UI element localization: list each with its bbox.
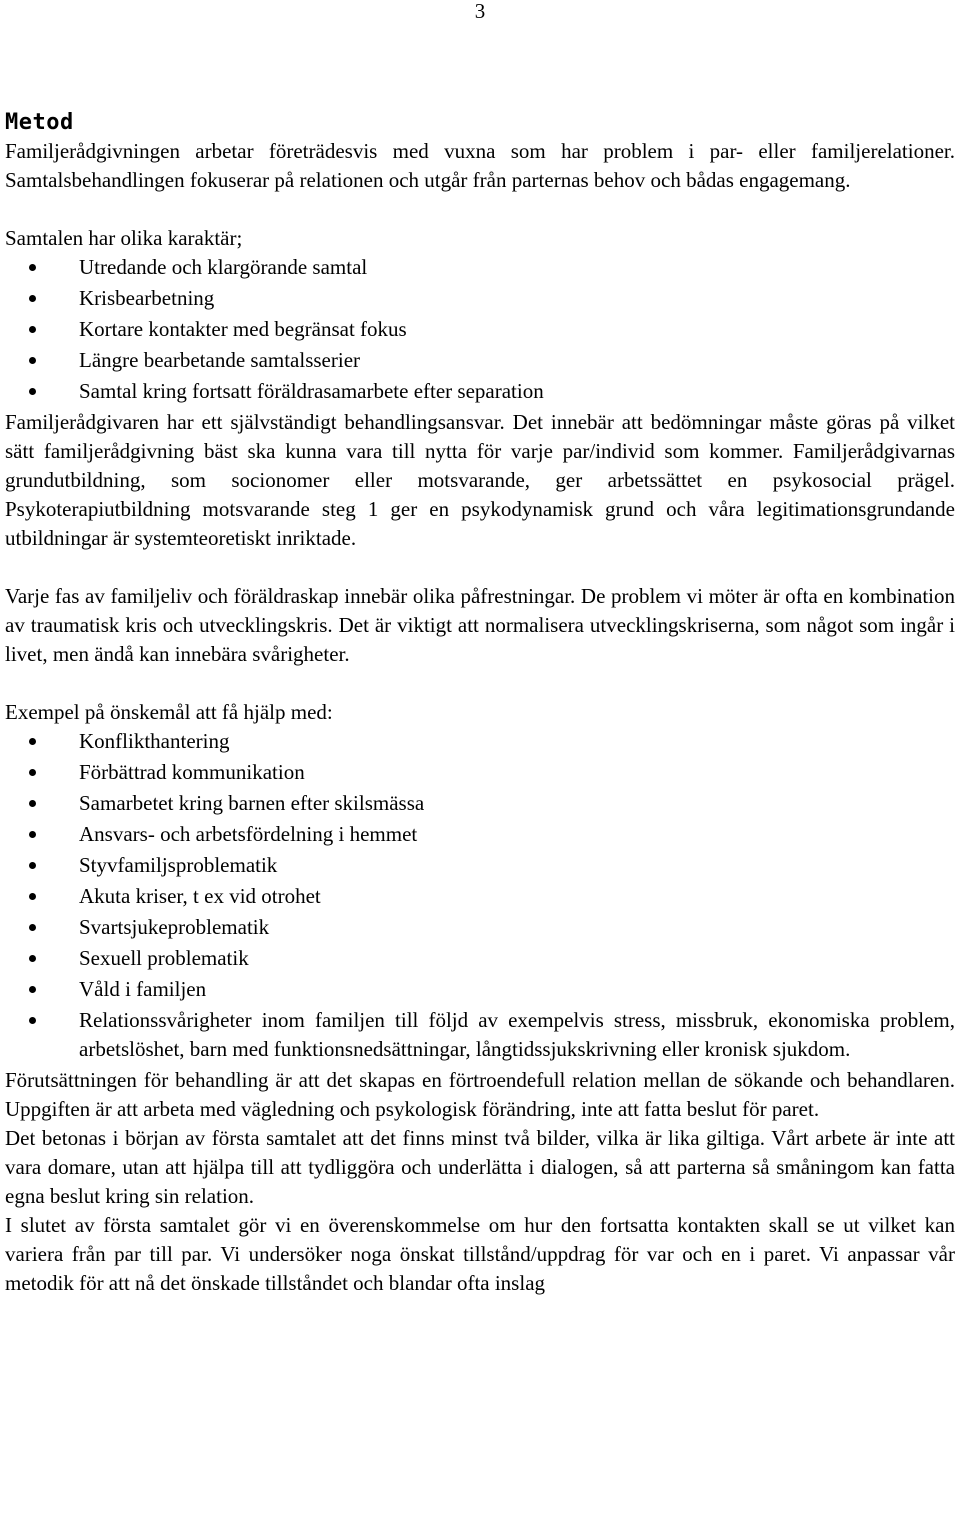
exempel-intro: Exempel på önskemål att få hjälp med: xyxy=(5,700,333,724)
list-item: Styvfamiljsproblematik xyxy=(5,851,955,880)
list-item: Svartsjukeproblematik xyxy=(5,913,955,942)
bullet-icon xyxy=(29,955,36,962)
bilder-paragraph: Det betonas i början av första samtalet att det finns minst två bilder, vilka är lika giltiga. Vårt arbete är inte att vara domare, utan att hjälpa till att tydliggöra och underlätta i dialogen, så att parterna så småningom kan fatta egna beslut kring sin relation. xyxy=(5,1126,955,1208)
list-item: Förbättrad kommunikation xyxy=(5,758,955,787)
bullet-icon xyxy=(29,388,36,395)
bullet-icon xyxy=(29,326,36,333)
list-item: Samtal kring fortsatt föräldrasamarbete efter separation xyxy=(5,377,955,406)
list-item: Sexuell problematik xyxy=(5,944,955,973)
document-body xyxy=(5,108,955,1298)
bullet-icon xyxy=(29,769,36,776)
bullet-icon xyxy=(29,986,36,993)
section-heading: Metod xyxy=(5,110,74,135)
samtal-types-list xyxy=(5,253,955,406)
list-item: Ansvars- och arbetsfördelning i hemmet xyxy=(5,820,955,849)
samtal-intro: Samtalen har olika karaktär; xyxy=(5,226,243,250)
forutsattning-paragraph: Förutsättningen för behandling är att det skapas en förtroendefull relation mellan de sökande och behandlaren. Uppgiften är att arbeta med vägledning och psykologisk förändring, inte att fatta beslut för paret. xyxy=(5,1068,955,1121)
bullet-icon xyxy=(29,893,36,900)
list-item: Längre bearbetande samtalsserier xyxy=(5,346,955,375)
list-item: Akuta kriser, t ex vid otrohet xyxy=(5,882,955,911)
faser-paragraph: Varje fas av familjeliv och föräldraskap innebär olika påfrestningar. De problem vi möter är ofta en kombination av traumatisk kris och utvecklingskris. Det är viktigt att normalisera utvecklingskriserna, som något som ingår i livet, men ändå kan innebära svårigheter. xyxy=(5,584,955,666)
list-item: Utredande och klargörande samtal xyxy=(5,253,955,282)
overenskommelse-paragraph: I slutet av första samtalet gör vi en överenskommelse om hur den fortsatta kontakten skall se ut vilket kan variera från par till par. Vi undersöker noga önskat tillstånd/uppdrag för var och en i paret. Vi anpassar vår metodik för att nå det önskade tillståndet och blandar ofta inslag xyxy=(5,1213,955,1295)
list-item: Konflikthantering xyxy=(5,727,955,756)
ansvar-paragraph: Familjerådgivaren har ett självständigt behandlingsansvar. Det innebär att bedömningar måste göras på vilket sätt familjerådgivning bäst ska kunna vara till nytta för varje par/individ som kommer. Familjerådgivarnas grundutbildning, som socionomer eller motsvarande, ger arbetssättet en psykosocial prägel. Psykoterapiutbildning motsvarande steg 1 ger en psykodynamisk grund och våra legitimationsgrundande utbildningar är systemteoretiskt inriktade. xyxy=(5,410,955,550)
bullet-icon xyxy=(29,357,36,364)
list-item: Relationssvårigheter inom familjen till följd av exempelvis stress, missbruk, ekonomiska problem, arbetslöshet, barn med funktionsnedsättningar, långtidssjukskrivning eller kronisk sjukdom. xyxy=(5,1006,955,1064)
bullet-icon xyxy=(29,738,36,745)
exempel-list xyxy=(5,727,955,1064)
list-item: Samarbetet kring barnen efter skilsmässa xyxy=(5,789,955,818)
bullet-icon xyxy=(29,264,36,271)
bullet-icon xyxy=(29,831,36,838)
list-item: Krisbearbetning xyxy=(5,284,955,313)
intro-paragraph: Familjerådgivningen arbetar företrädesvis med vuxna som har problem i par- eller familjerelationer. Samtalsbehandlingen fokuserar på relationen och utgår från parternas behov och bådas engagemang. xyxy=(5,139,955,192)
list-item: Våld i familjen xyxy=(5,975,955,1004)
list-item: Kortare kontakter med begränsat fokus xyxy=(5,315,955,344)
bullet-icon xyxy=(29,295,36,302)
bullet-icon xyxy=(29,1017,36,1024)
page-number: 3 xyxy=(474,0,486,23)
bullet-icon xyxy=(29,800,36,807)
bullet-icon xyxy=(29,862,36,869)
bullet-icon xyxy=(29,924,36,931)
